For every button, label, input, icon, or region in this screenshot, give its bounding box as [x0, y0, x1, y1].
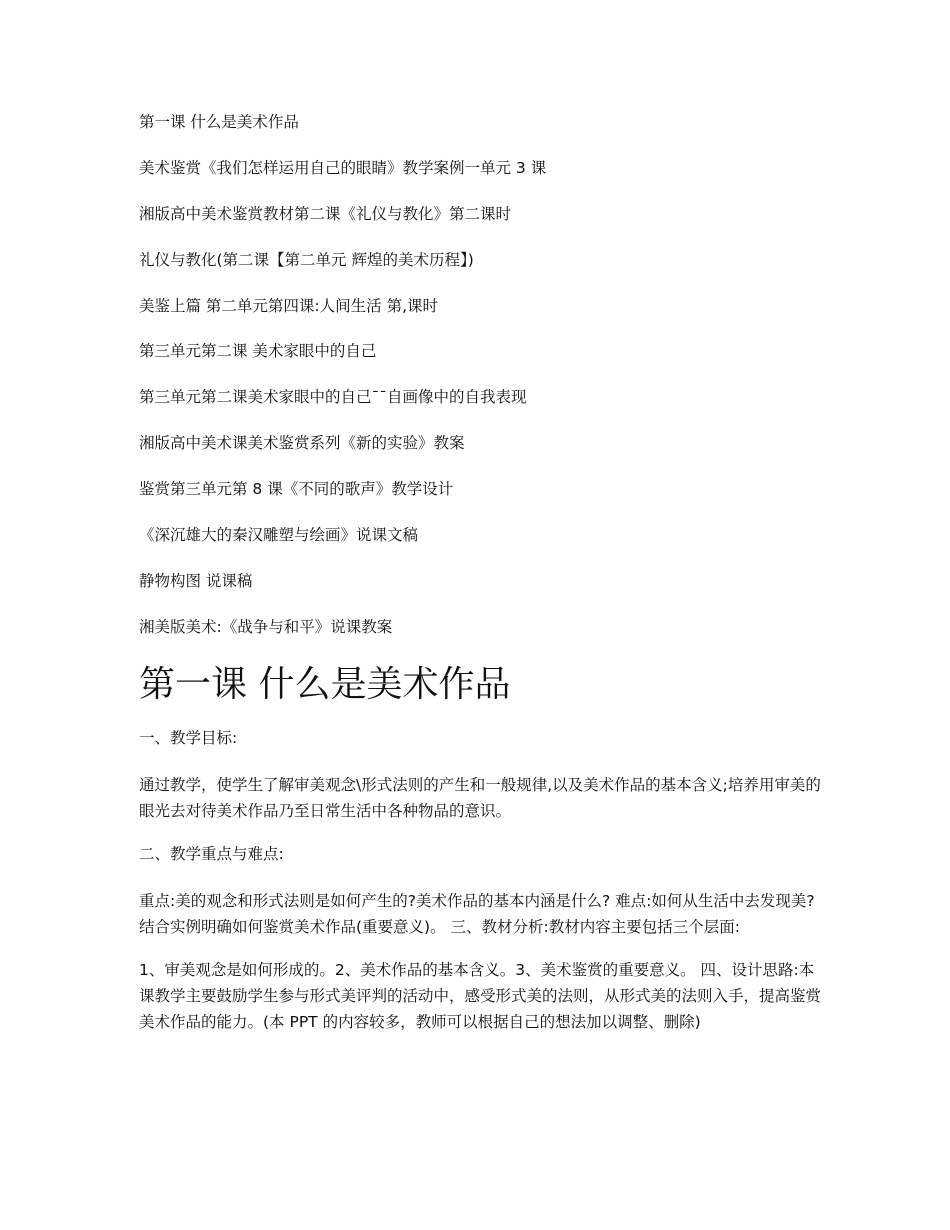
toc-item[interactable]: 湘版高中美术鉴赏教材第二课《礼仪与教化》第二课时 — [139, 204, 512, 223]
toc-item[interactable]: 礼仪与教化(第二课【第二单元 辉煌的美术历程】) — [139, 250, 474, 269]
objectives-heading: 一、教学目标: — [139, 728, 238, 747]
article-title: 第一课 什么是美术作品 — [139, 663, 511, 705]
toc-item[interactable]: 美术鉴赏《我们怎样运用自己的眼睛》教学案例一单元 3 课 — [139, 158, 547, 177]
content-paragraph: 1、审美观念是如何形成的。2、美术作品的基本含义。3、美术鉴赏的重要意义。 四、设计思路:本课教学主要鼓励学生参与形式美评判的活动中，感受形式美的法则，从形式美的法则入手，提高鉴赏美术作品的能力。(本 PPT 的内容较多，教师可以根据自己的想法加以调整、删除) — [139, 960, 822, 1031]
key-points-heading: 二、教学重点与难点: — [139, 844, 284, 863]
toc-item[interactable]: 第一课 什么是美术作品 — [139, 113, 299, 131]
key-points-paragraph: 重点:美的观念和形式法则是如何产生的?美术作品的基本内涵是什么? 难点:如何从生活中去发现美?结合实例明确如何鉴赏美术作品(重要意义)。 三、教材分析:教材内容主要包括三个层面: — [139, 891, 815, 936]
toc-item[interactable]: 美鉴上篇 第二单元第四课:人间生活 第,课时 — [139, 296, 439, 315]
table-of-contents — [139, 112, 829, 637]
document-page — [139, 112, 829, 1052]
toc-item[interactable]: 湘美版美术:《战争与和平》说课教案 — [139, 617, 393, 636]
toc-item[interactable]: 静物构图 说课稿 — [139, 571, 253, 590]
objectives-paragraph: 通过教学，使学生了解审美观念\形式法则的产生和一般规律,以及美术作品的基本含义;培养用审美的眼光去对待美术作品乃至日常生活中各种物品的意识。 — [139, 775, 821, 820]
toc-item[interactable]: 第三单元第二课 美术家眼中的自己 — [139, 342, 377, 361]
toc-item[interactable]: 鉴赏第三单元第 8 课《不同的歌声》教学设计 — [139, 480, 454, 499]
toc-item[interactable]: 第三单元第二课美术家眼中的自己¯¯自画像中的自我表现 — [139, 388, 527, 407]
toc-item[interactable]: 湘版高中美术课美术鉴赏系列《新的实验》教案 — [139, 434, 465, 453]
toc-item[interactable]: 《深沉雄大的秦汉雕塑与绘画》说课文稿 — [139, 526, 419, 545]
